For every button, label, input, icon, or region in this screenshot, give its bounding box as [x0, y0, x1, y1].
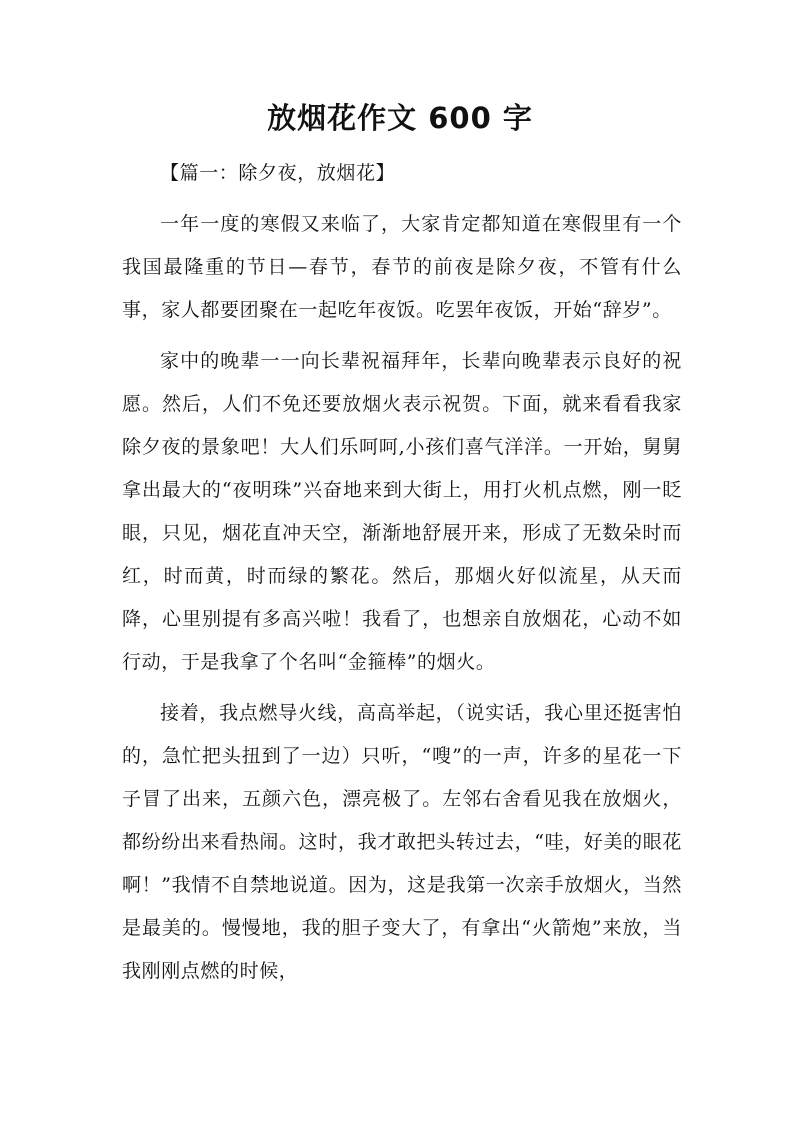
section-heading: 【篇一：除夕夜，放烟花】: [160, 162, 396, 184]
document-title: 放烟花作文 600 字: [267, 101, 533, 135]
paragraph-1: 一年一度的寒假又来临了，大家肯定都知道在寒假里有一个我国最隆重的节日—春节，春节的前夜是除夕夜，不管有什么事，家人都要团聚在一起吃年夜饭。吃罢年夜饭，开始“辞岁”。: [122, 213, 682, 321]
paragraph-2: 家中的晚辈一一向长辈祝福拜年，长辈向晚辈表示良好的祝愿。然后，人们不免还要放烟火表示祝贺。下面，就来看看我家除夕夜的景象吧！大人们乐呵呵,小孩们喜气洋洋。一开始，舅舅拿出最大的“夜明珠”兴奋地来到大街上，用打火机点燃，刚一眨眼，只见，烟花直冲天空，渐渐地舒展开来，形成了无数朵时而红，时而黄，时而绿的繁花。然后，那烟火好似流星，从天而降，心里别提有多高兴啦！我看了，也想亲自放烟花，心动不如行动，于是我拿了个名叫“金箍棒”的烟火。: [122, 350, 682, 673]
paragraph-3: 接着，我点燃导火线，高高举起，（说实话，我心里还挺害怕的，急忙把头扭到了一边）只听，“嗖”的一声，许多的星花一下子冒了出来，五颜六色，漂亮极了。左邻右舍看见我在放烟火，都纷纷出来看热闹。这时，我才敢把头转过去，“哇，好美的眼花啊！”我情不自禁地说道。因为，这是我第一次亲手放烟火，当然是最美的。慢慢地，我的胆子变大了，有拿出“火箭炮”来放，当我刚刚点燃的时候，: [122, 702, 682, 982]
document-body: [122, 152, 682, 993]
